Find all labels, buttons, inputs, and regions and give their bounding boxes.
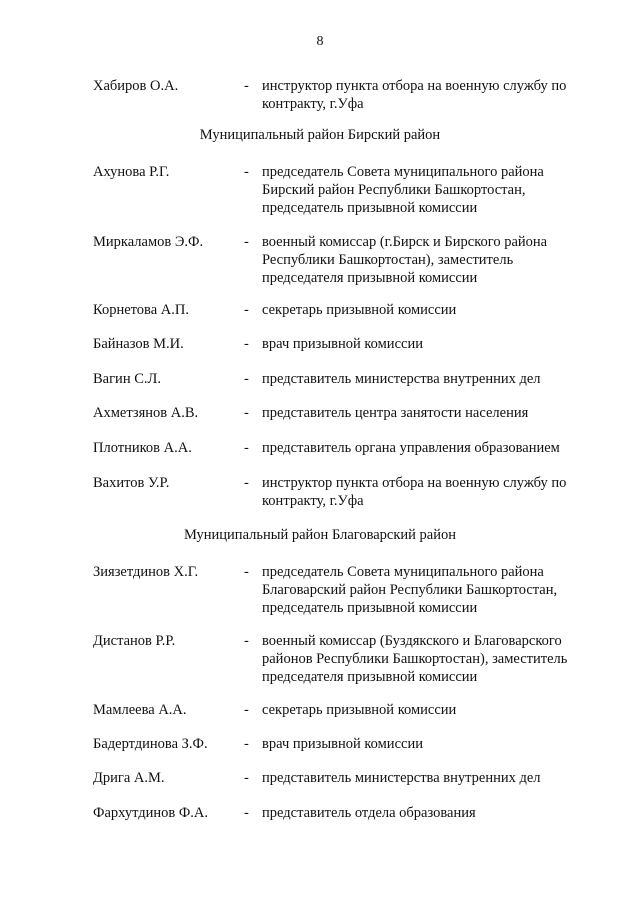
role-line: председатель Совета муниципального района xyxy=(262,164,544,180)
separator-dash: - xyxy=(244,702,249,718)
person-name: Дистанов Р.Р. xyxy=(93,633,176,649)
role-line: районов Республики Башкортостан), заместитель xyxy=(262,651,568,667)
role-line: врач призывной комиссии xyxy=(262,736,423,752)
section-heading: Муниципальный район Бирский район xyxy=(199,127,441,143)
person-name: Хабиров О.А. xyxy=(93,78,179,94)
separator-dash: - xyxy=(244,440,249,456)
separator-dash: - xyxy=(244,405,249,421)
separator-dash: - xyxy=(244,78,249,94)
person-name: Ахунова Р.Г. xyxy=(93,164,170,180)
separator-dash: - xyxy=(244,736,249,752)
role-line: Благоварский район Республики Башкортостан, xyxy=(262,582,558,598)
separator-dash: - xyxy=(244,633,249,649)
page-number: 8 xyxy=(316,34,324,49)
person-name: Байназов М.И. xyxy=(93,336,184,352)
separator-dash: - xyxy=(244,805,249,821)
role-line: председатель призывной комиссии xyxy=(262,600,478,616)
role-line: контракту, г.Уфа xyxy=(262,493,364,509)
person-role xyxy=(262,77,607,113)
role-line: врач призывной комиссии xyxy=(262,336,423,352)
person-role xyxy=(262,474,607,510)
role-line: военный комиссар (г.Бирск и Бирского района xyxy=(262,234,548,250)
person-role xyxy=(262,301,607,319)
separator-dash: - xyxy=(244,475,249,491)
role-line: представитель министерства внутренних дел xyxy=(262,371,541,387)
person-name: Корнетова А.П. xyxy=(93,302,189,318)
role-line: председатель призывной комиссии xyxy=(262,200,478,216)
person-name: Миркаламов Э.Ф. xyxy=(93,234,204,250)
person-name: Дрига А.М. xyxy=(93,770,165,786)
person-role xyxy=(262,335,607,353)
role-line: представитель органа управления образованием xyxy=(262,440,560,456)
role-line: председателя призывной комиссии xyxy=(262,270,478,286)
role-line: представитель отдела образования xyxy=(262,805,476,821)
role-line: Республики Башкортостан), заместитель xyxy=(262,252,514,268)
person-role xyxy=(262,163,607,217)
person-role xyxy=(262,632,607,686)
role-line: представитель министерства внутренних дел xyxy=(262,770,541,786)
person-name: Зиязетдинов Х.Г. xyxy=(93,564,199,580)
person-role xyxy=(262,404,607,422)
role-line: инструктор пункта отбора на военную службу по xyxy=(262,78,567,94)
role-line: инструктор пункта отбора на военную службу по xyxy=(262,475,567,491)
role-line: секретарь призывной комиссии xyxy=(262,702,457,718)
person-name: Вагин С.Л. xyxy=(93,371,161,387)
person-role xyxy=(262,439,607,457)
separator-dash: - xyxy=(244,336,249,352)
role-line: председателя призывной комиссии xyxy=(262,669,478,685)
separator-dash: - xyxy=(244,302,249,318)
person-role xyxy=(262,701,607,719)
section-heading: Муниципальный район Благоварский район xyxy=(183,527,457,543)
role-line: председатель Совета муниципального района xyxy=(262,564,544,580)
person-role xyxy=(262,370,607,388)
person-role xyxy=(262,563,607,617)
person-role xyxy=(262,804,607,822)
role-line: контракту, г.Уфа xyxy=(262,96,364,112)
role-line: военный комиссар (Буздякского и Благоварского xyxy=(262,633,562,649)
separator-dash: - xyxy=(244,564,249,580)
separator-dash: - xyxy=(244,371,249,387)
person-role xyxy=(262,769,607,787)
person-role xyxy=(262,735,607,753)
separator-dash: - xyxy=(244,164,249,180)
person-role xyxy=(262,233,607,287)
separator-dash: - xyxy=(244,770,249,786)
person-name: Ахметзянов А.В. xyxy=(93,405,199,421)
person-name: Бадертдинова З.Ф. xyxy=(93,736,208,752)
role-line: Бирский район Республики Башкортостан, xyxy=(262,182,526,198)
role-line: представитель центра занятости населения xyxy=(262,405,529,421)
person-name: Плотников А.А. xyxy=(93,440,192,456)
separator-dash: - xyxy=(244,234,249,250)
person-name: Вахитов У.Р. xyxy=(93,475,170,491)
role-line: секретарь призывной комиссии xyxy=(262,302,457,318)
person-name: Мамлеева А.А. xyxy=(93,702,187,718)
person-name: Фархутдинов Ф.А. xyxy=(93,805,209,821)
